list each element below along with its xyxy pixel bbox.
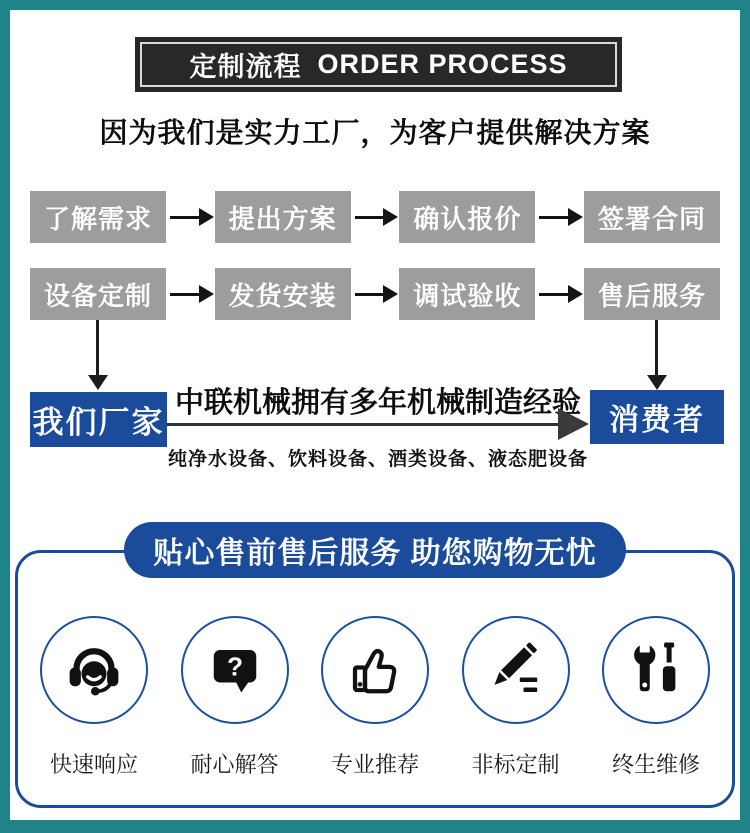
- flow-step-after-sales: 售后服务: [584, 268, 720, 320]
- connector-zone: [10, 320, 740, 480]
- flow-step-quote: 确认报价: [399, 191, 535, 243]
- service-label: 快速响应: [49, 752, 138, 777]
- arrow-right-icon: [355, 216, 396, 219]
- arrow-right-icon: [355, 293, 396, 296]
- big-right-arrow-line: [167, 423, 559, 426]
- service-item-custom-design: [452, 616, 580, 779]
- service-items-row: [30, 616, 720, 779]
- flow-step-proposal: 提出方案: [215, 191, 351, 243]
- service-item-lifetime-repair: [592, 616, 720, 779]
- flow-row-2: [30, 268, 720, 320]
- slogan-text: 中联机械拥有多年机械制造经验: [174, 387, 581, 419]
- service-item-patient-answer: [171, 616, 299, 779]
- flow-step-understand: 了解需求: [30, 191, 166, 243]
- tools-icon: [602, 616, 710, 724]
- factory-box: 我们厂家: [30, 392, 167, 447]
- down-arrow-line: [655, 320, 658, 376]
- arrow-right-icon: [539, 293, 580, 296]
- banner-title-en: ORDER PROCESS: [317, 49, 568, 79]
- thumbs-up-icon: [321, 616, 429, 724]
- service-label: 终生维修: [611, 752, 700, 777]
- headset-icon: [40, 616, 148, 724]
- down-arrow-line: [96, 320, 99, 376]
- flow-row-1: [30, 191, 720, 243]
- equipment-list-text: 纯净水设备、饮料设备、酒类设备、液态肥设备: [167, 449, 588, 470]
- subtitle-text: 因为我们是实力工厂，为客户提供解决方案: [99, 117, 651, 148]
- arrow-right-icon: [539, 216, 580, 219]
- big-right-arrow-icon: [558, 408, 589, 440]
- flow-step-debug-accept: 调试验收: [399, 268, 535, 320]
- down-arrow-icon: [647, 375, 667, 390]
- flow-step-contract: 签署合同: [584, 191, 720, 243]
- arrow-right-icon: [170, 293, 211, 296]
- service-section-header: 贴心售前售后服务 助您购物无忧: [124, 522, 626, 578]
- service-label: 耐心解答: [190, 752, 279, 777]
- flow-step-ship-install: 发货安装: [215, 268, 351, 320]
- service-item-pro-recommend: [311, 616, 439, 779]
- pencil-icon: [462, 616, 570, 724]
- banner-title-cn: 定制流程: [189, 52, 302, 82]
- page-content: [10, 10, 740, 820]
- flow-step-customize: 设备定制: [30, 268, 166, 320]
- arrow-right-icon: [170, 216, 211, 219]
- consumer-box: 消费者: [590, 390, 724, 444]
- svg-text:?: ?: [226, 651, 243, 682]
- service-label: 非标定制: [471, 752, 560, 777]
- down-arrow-icon: [88, 375, 108, 390]
- service-label: 专业推荐: [330, 752, 419, 777]
- question-bubble-icon: [181, 616, 289, 724]
- order-process-banner: [135, 37, 622, 92]
- service-item-fast-response: [30, 616, 158, 779]
